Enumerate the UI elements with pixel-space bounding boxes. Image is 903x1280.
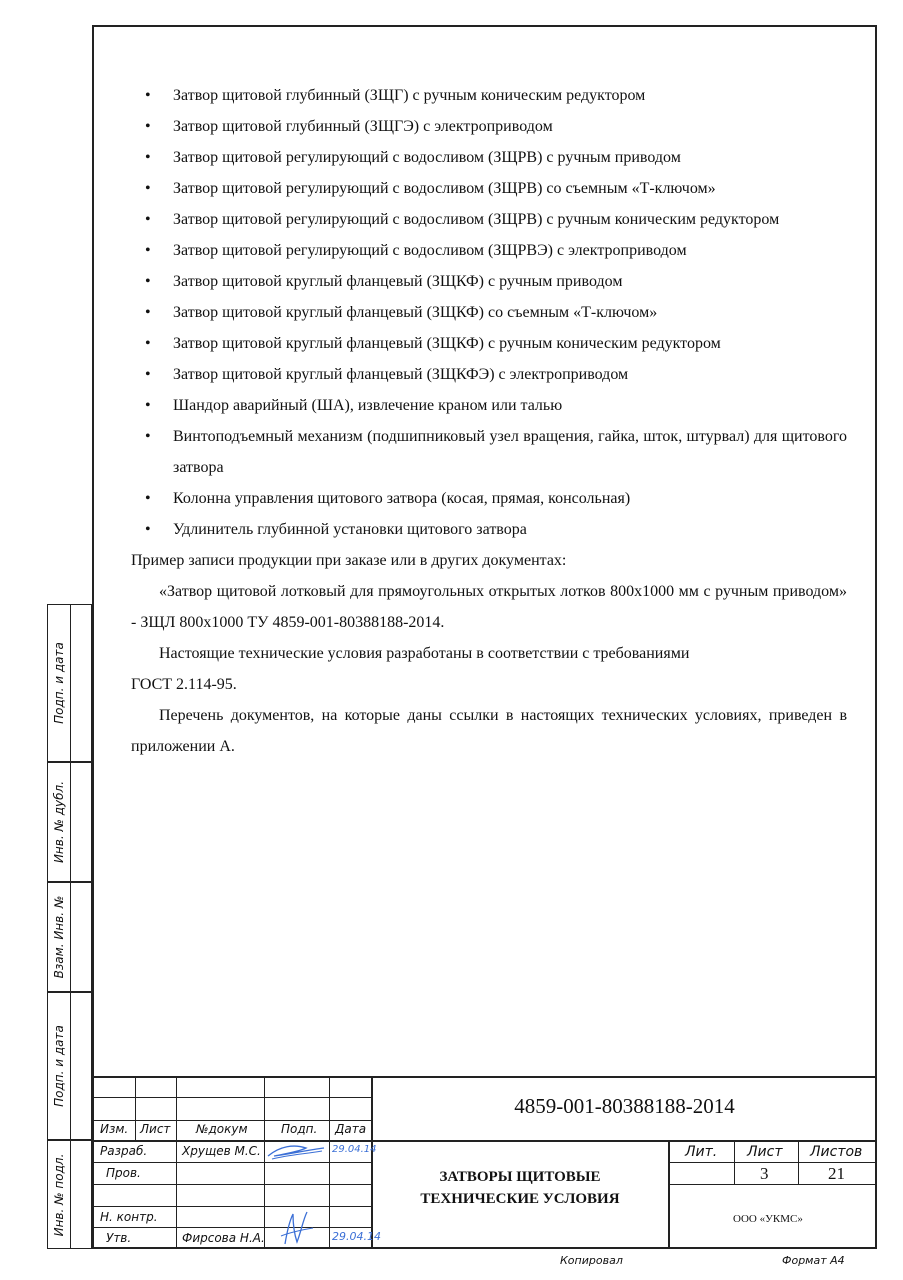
side-cell-podp-data-top [47, 604, 92, 762]
list-item: • Затвор щитовой регулирующий с водосливом (ЗЩРВ) со съемным «Т-ключом» [131, 173, 847, 204]
sheet-label: Лист [747, 1144, 783, 1160]
document-title-line2: ТЕХНИЧЕСКИЕ УСЛОВИЯ [420, 1191, 620, 1207]
header-ndokum: №докум [196, 1122, 248, 1136]
list-item: • Затвор щитовой регулирующий с водосливом (ЗЩРВЭ) с электроприводом [131, 235, 847, 266]
list-item: • Затвор щитовой регулирующий с водосливом (ЗЩРВ) с ручным приводом [131, 142, 847, 173]
bullet-icon: • [145, 87, 151, 104]
side-label: Инв. № подл. [52, 1153, 66, 1236]
side-label: Взам. Инв. № [52, 895, 66, 979]
bullet-icon: • [145, 149, 151, 166]
bullet-icon: • [145, 304, 151, 321]
sheets-label: Листов [810, 1144, 863, 1160]
bullet-icon: • [145, 118, 151, 135]
document-title-line1: ЗАТВОРЫ ЩИТОВЫЕ [439, 1169, 601, 1185]
bullet-icon: • [145, 428, 151, 445]
document-title [372, 1166, 668, 1210]
format-label: Формат А4 [782, 1254, 845, 1267]
list-item: • Удлинитель глубинной установки щитового затвора [131, 514, 847, 545]
bullet-icon: • [145, 397, 151, 414]
bullet-icon: • [145, 180, 151, 197]
sheet-number: 3 [760, 1164, 769, 1183]
organization-name: ООО «УКМС» [733, 1213, 803, 1225]
header-izm: Изм. [100, 1122, 129, 1136]
list-item: • Колонна управления щитового затвора (косая, прямая, консольная) [131, 483, 847, 514]
copied-label: Копировал [560, 1254, 623, 1267]
list-item: • Шандор аварийный (ША), извлечение краном или талью [131, 390, 847, 421]
list-item: • Затвор щитовой регулирующий с водосливом (ЗЩРВ) с ручным коническим редуктором [131, 204, 847, 235]
date-razrab: 29.04.14 [332, 1144, 377, 1155]
header-data: Дата [335, 1122, 367, 1136]
bullet-icon: • [145, 366, 151, 383]
conformity-line: Настоящие технические условия разработаны в соответствии с требованиями [159, 645, 690, 662]
example-text: «Затвор щитовой лотковый для прямоугольных открытых лотков 800х1000 мм с ручным приводом» - ЗЩЛ 800х1000 ТУ 4859-001-80388188-2014. [131, 583, 847, 631]
sheets-total: 21 [828, 1164, 845, 1183]
bullet-icon: • [145, 273, 151, 290]
gost-reference: ГОСТ 2.114-95. [131, 676, 237, 693]
side-cell-inv-dubl [47, 762, 92, 882]
document-designation: 4859-001-80388188-2014 [514, 1094, 735, 1118]
name-razrab: Хрущев М.С. [182, 1144, 261, 1158]
role-n-kontr: Н. контр. [100, 1210, 158, 1224]
product-list [131, 80, 847, 545]
list-item: • Затвор щитовой круглый фланцевый (ЗЩКФ) с ручным приводом [131, 266, 847, 297]
date-utv: 29.04.14 [332, 1230, 381, 1243]
side-label: Подп. и дата [52, 1025, 66, 1107]
side-cell-vzam-inv [47, 882, 92, 992]
bullet-icon: • [145, 490, 151, 507]
list-item: • Винтоподъемный механизм (подшипниковый узел вращения, гайка, шток, штурвал) для щитового затвора [131, 421, 847, 483]
example-heading: Пример записи продукции при заказе или в других документах: [131, 552, 567, 569]
list-item: • Затвор щитовой глубинный (ЗЩГЭ) с электроприводом [131, 111, 847, 142]
signature-razrab [264, 1142, 328, 1162]
list-item: • Затвор щитовой круглый фланцевый (ЗЩКФЭ) с электроприводом [131, 359, 847, 390]
side-cell-inv-podl [47, 1140, 92, 1249]
name-utv: Фирсова Н.А. [182, 1231, 265, 1245]
side-cell-podp-data-bottom [47, 992, 92, 1140]
role-prov: Пров. [106, 1166, 141, 1180]
title-block [92, 1076, 877, 1249]
list-item: • Затвор щитовой круглый фланцевый (ЗЩКФ) с ручным коническим редуктором [131, 328, 847, 359]
header-list: Лист [140, 1122, 171, 1136]
bullet-icon: • [145, 521, 151, 538]
lit-label: Лит. [685, 1144, 718, 1160]
list-item: • Затвор щитовой глубинный (ЗЩГ) с ручным коническим редуктором [131, 80, 847, 111]
document-body [131, 80, 847, 762]
bullet-icon: • [145, 211, 151, 228]
bullet-icon: • [145, 242, 151, 259]
list-item: • Затвор щитовой круглый фланцевый (ЗЩКФ) со съемным «Т-ключом» [131, 297, 847, 328]
side-label: Инв. № дубл. [52, 780, 66, 864]
side-label: Подп. и дата [52, 642, 66, 724]
header-podp: Подп. [281, 1122, 318, 1136]
role-utv: Утв. [106, 1231, 132, 1245]
role-razrab: Разраб. [100, 1144, 148, 1158]
bullet-icon: • [145, 335, 151, 352]
references-paragraph: Перечень документов, на которые даны ссылки в настоящих технических условиях, приведен в приложении А. [131, 707, 847, 755]
signature-utv [277, 1210, 317, 1248]
